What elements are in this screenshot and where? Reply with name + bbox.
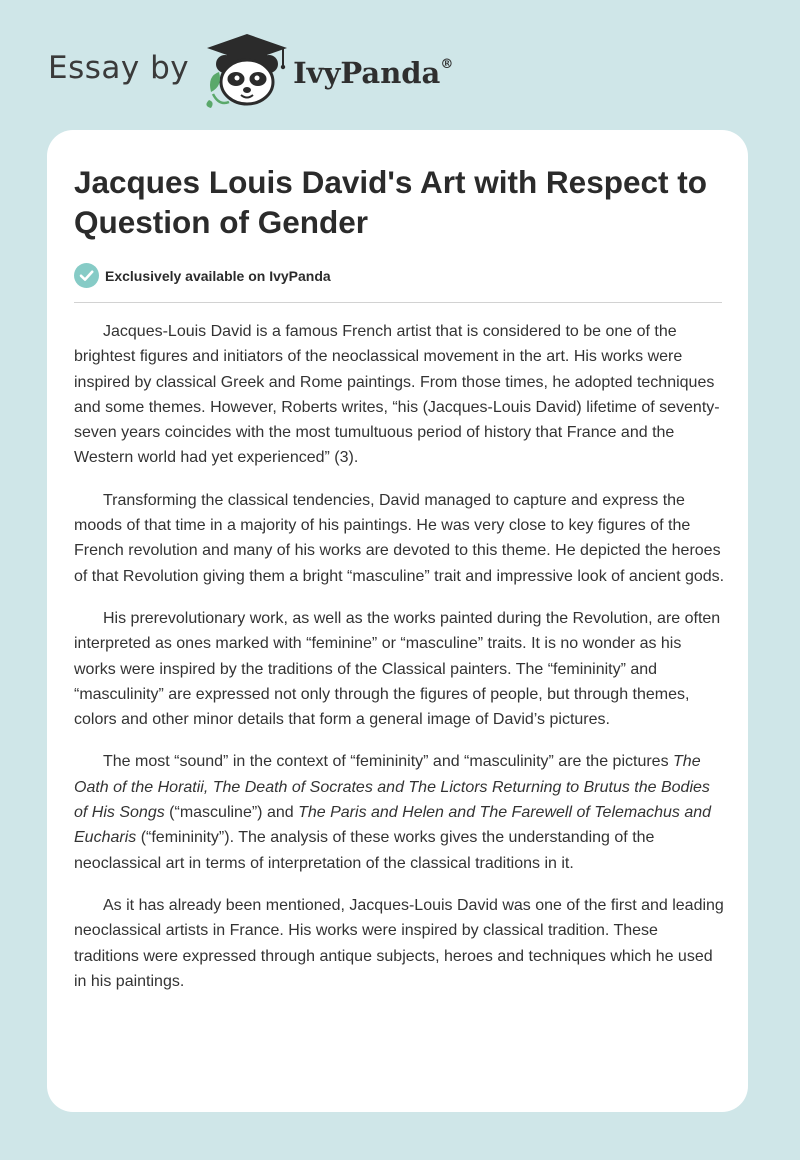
paragraph-text: (“femininity”). The analysis of these works gives the understanding of the neoclassical art in terms of interpretation of the classical traditions in it. [74,829,655,872]
essay-body [74,319,726,1011]
panda-graduate-icon [203,32,291,108]
brand-name[interactable]: IvyPanda® [293,56,454,90]
paragraph-text: (“masculine”) and [164,804,299,822]
badge-text: Exclusively available on IvyPanda [105,267,331,284]
paragraph: His prerevolutionary work, as well as the works painted during the Revolution, are often interpreted as ones marked with “feminine” or “masculine” traits. It is no wonder as his works were inspired by the traditions of the Classical painters. The “femininity” and “masculinity” are expressed not only through the figures of people, but through themes, colors and other minor details that form a general image of David’s pictures. [74,609,721,729]
brand-header [48,34,453,110]
essay-card [47,130,748,1112]
divider [74,302,722,303]
check-circle-icon [74,263,99,288]
paragraph: As it has already been mentioned, Jacques-Louis David was one of the first and leading neoclassical artists in France. His works were inspired by classical tradition. These traditions were expressed through antique subjects, heroes and techniques which he used in his paintings. [74,896,724,990]
artwork-titles-feminine: The Paris and Helen and The Farewell of Telemachus and Eucharis [74,804,712,847]
registered-mark: ® [440,57,454,73]
paragraph: Jacques-Louis David is a famous French artist that is considered to be one of the brightest figures and initiators of the neoclassical movement in the art. His works were inspired by classical Greek and Rome paintings. From those times, he adopted techniques and some themes. However, Roberts writes, “his (Jacques-Louis David) lifetime of seventy-seven years coincides with the most tumultuous period of history that France and the Western world had yet experienced” (3). [74,323,720,467]
paragraph: Transforming the classical tendencies, David managed to capture and express the moods of that time in a majority of his paintings. He was very close to key figures of the French revolution and many of his works are devoted to this theme. He depicted the heroes of that Revolution giving them a bright “masculine” trait and impressive look of ancient gods. [74,491,725,585]
paragraph [74,749,726,875]
page-title: Jacques Louis David's Art with Respect to Question of Gender [74,164,707,240]
paragraph-text: The most “sound” in the context of “femininity” and “masculinity” are the pictures [103,753,674,771]
brand-prefix: Essay by [48,50,190,86]
artwork-titles-masculine: The Oath of the Horatii, The Death of Socrates and The Lictors Returning to Brutus the Bodies of His Songs [74,753,710,822]
exclusive-badge [74,263,331,288]
